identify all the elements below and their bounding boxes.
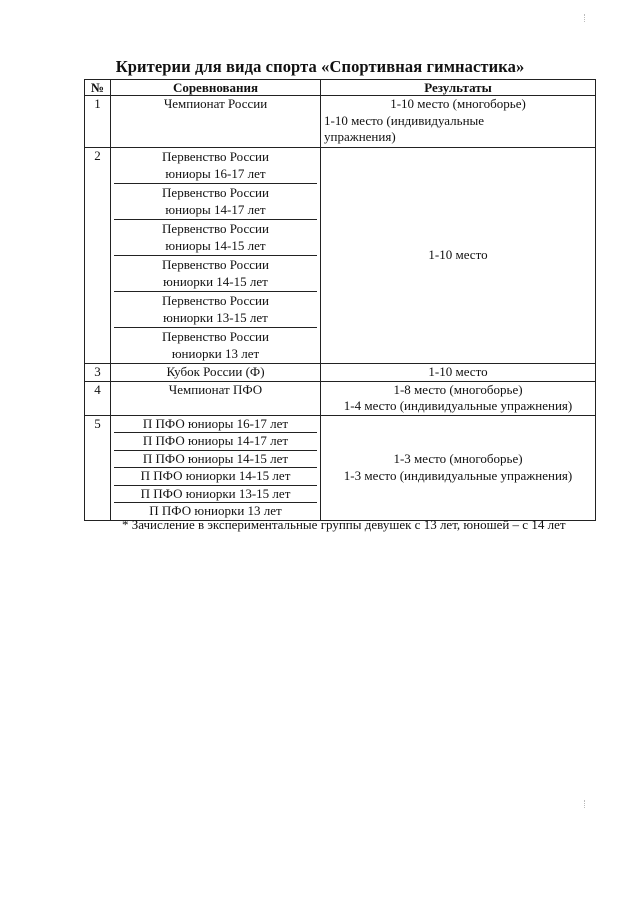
competition-category: юниоры 16-17 лет (165, 165, 266, 181)
competition-subcell (114, 256, 317, 292)
result-cell (321, 415, 596, 521)
competition-subcell: П ПФО юниоры 16-17 лет (114, 416, 317, 434)
competition-name: Первенство России (162, 221, 269, 236)
competition-subcell: П ПФО юниорки 13-15 лет (114, 486, 317, 504)
competition-category: юниоры 14-17 лет (165, 201, 266, 217)
result-line: 1-4 место (индивидуальные упражнения) (343, 398, 573, 413)
competition-subcell (114, 220, 317, 256)
competition-subcell (114, 328, 317, 363)
competition-cell (111, 364, 321, 382)
table-row (85, 381, 596, 415)
competition-subcell: П ПФО юниорки 13 лет (149, 503, 282, 519)
header-competitions: Соревнования (111, 80, 321, 96)
table-row (85, 415, 596, 521)
scan-mark (584, 800, 586, 808)
competition-name: Первенство России (162, 257, 269, 272)
result-cell (321, 148, 596, 364)
result-line: 1-8 место (многоборье) (393, 381, 523, 397)
result-line: 1-10 место (428, 247, 488, 263)
competition-cell (111, 148, 321, 364)
competition-name: Первенство России (162, 185, 269, 200)
result-line: 1-3 место (индивидуальные упражнения) (343, 467, 573, 483)
criteria-table (84, 79, 596, 521)
result-line: 1-10 место (индивидуальные (324, 112, 485, 128)
competition-cell (111, 381, 321, 415)
row-number: 5 (85, 415, 111, 521)
competition-name: Чемпионат России (163, 96, 268, 111)
competition-subcell (114, 184, 317, 220)
table-header-row (85, 80, 596, 96)
competition-name: Первенство России (162, 293, 269, 308)
table-row (85, 96, 596, 148)
result-line: 1-10 место (многоборье) (390, 96, 526, 111)
header-results: Результаты (321, 80, 596, 96)
competition-category: юниорки 14-15 лет (163, 273, 268, 289)
footnote: * Зачисление в экспериментальные группы девушек с 13 лет, юношей – с 14 лет (122, 517, 566, 532)
result-cell (321, 364, 596, 382)
result-line: 1-10 место (428, 364, 488, 379)
competition-subcell (114, 292, 317, 328)
result-cell (321, 96, 596, 148)
row-number: 1 (85, 96, 111, 148)
table-row (85, 148, 596, 364)
table-row (85, 364, 596, 382)
competition-subcell: П ПФО юниоры 14-15 лет (114, 451, 317, 469)
row-number: 3 (85, 364, 111, 382)
competition-cell (111, 96, 321, 148)
competition-category: юниорки 13 лет (171, 345, 260, 361)
page-title: Критерии для вида спорта «Спортивная гимнастика» (115, 57, 525, 76)
competition-subcell (114, 148, 317, 184)
row-number: 2 (85, 148, 111, 364)
competition-name: Первенство России (162, 329, 269, 344)
competition-name: Первенство России (162, 149, 269, 164)
result-cell (321, 381, 596, 415)
header-number: № (85, 80, 111, 96)
competition-name: Чемпионат ПФО (168, 381, 263, 397)
competition-category: юниоры 14-15 лет (165, 237, 266, 253)
result-line: 1-3 место (многоборье) (393, 451, 523, 467)
competition-name: Кубок России (Ф) (166, 364, 265, 379)
result-line: упражнения) (324, 129, 396, 144)
competition-category: юниорки 13-15 лет (163, 309, 268, 325)
row-number: 4 (85, 381, 111, 415)
competition-cell (111, 415, 321, 521)
competition-subcell: П ПФО юниорки 14-15 лет (114, 468, 317, 486)
scan-mark (584, 14, 586, 22)
competition-subcell: П ПФО юниоры 14-17 лет (114, 433, 317, 451)
